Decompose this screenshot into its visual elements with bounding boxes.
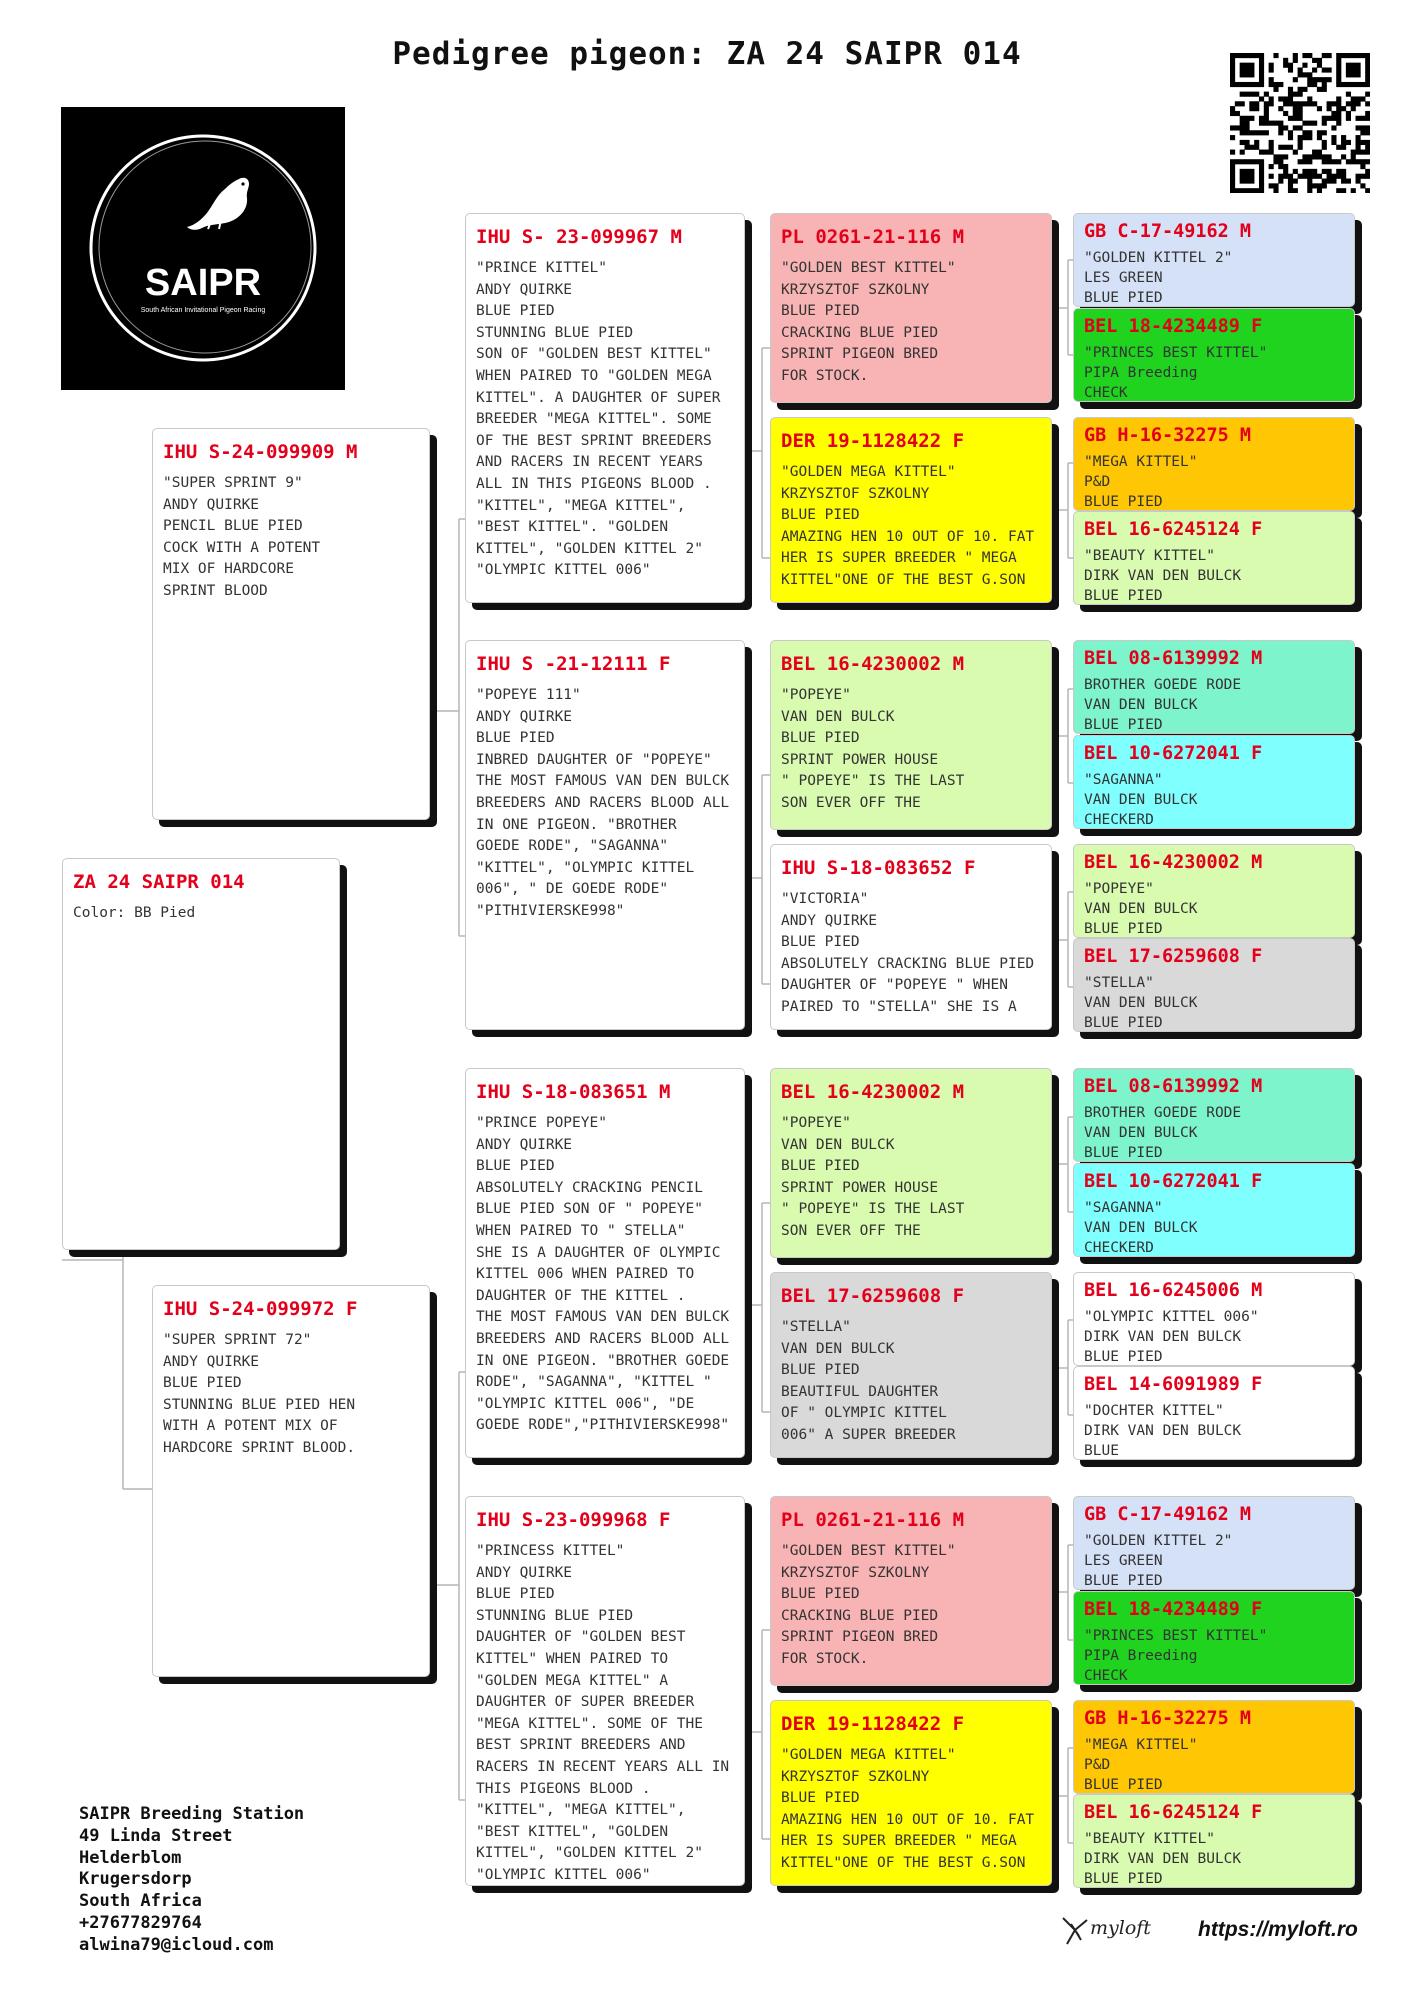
gggp-ring: BEL 10-6272041 F [1084,743,1263,764]
gggp-ring: BEL 16-6245124 F [1084,1802,1263,1823]
gggp-desc: "STELLA" VAN DEN BULCK BLUE PIED [1084,975,1198,1031]
great-grandparent-card[interactable] [770,844,1052,1030]
gggp-ring: GB H-16-32275 M [1084,425,1252,446]
grandparent-desc: "POPEYE 111" ANDY QUIRKE BLUE PIED INBRED DAUGHTER OF "POPEYE" THE MOST FAMOUS VAN DEN BULCK BREEDERS AND RACERS BLOOD ALL IN ONE PIGEON. "BROTHER GOEDE RODE", "SAGANNA" "KITTEL", "OLYMPIC KITTEL 006", " DE GOEDE RODE" "PITHIVIERSKE998" [476,687,730,919]
gggp-desc: "SAGANNA" VAN DEN BULCK CHECKERD [1084,1200,1198,1256]
ggp-ring: DER 19-1128422 F [781,430,965,452]
parent-card-sire[interactable] [152,428,430,820]
grandparent-desc: "PRINCE POPEYE" ANDY QUIRKE BLUE PIED ABSOLUTELY CRACKING PENCIL BLUE PIED SON OF " POPEYE" WHEN PAIRED TO " STELLA" SHE IS A DAUGHTER OF OLYMPIC KITTEL 006 WHEN PAIRED TO DAUGHTER OF THE KITTEL . THE MOST FAMOUS VAN DEN BULCK BREEDERS AND RACERS BLOOD ALL IN ONE PIGEON. "BROTHER GOEDE RODE", "SAGANNA", "KITTEL " "OLYMPIC KITTEL 006", "DE GOEDE RODE","PITHIVIERSKE998" [476,1115,730,1434]
gggp-card[interactable] [1073,844,1355,938]
breeder-street: 49 Linda Street [79,1825,233,1846]
grandparent-ring: IHU S- 23-099967 M [476,226,682,248]
gggp-desc: BROTHER GOEDE RODE VAN DEN BULCK BLUE PIED [1084,1105,1242,1161]
gggp-card[interactable] [1073,1366,1355,1460]
ggp-desc: "POPEYE" VAN DEN BULCK BLUE PIED SPRINT POWER HOUSE " POPEYE" IS THE LAST SON EVER OFF THE [781,687,965,811]
gggp-ring: GB C-17-49162 M [1084,1504,1252,1525]
grandparent-card[interactable] [465,640,745,1030]
gggp-card[interactable] [1073,735,1355,829]
gggp-card[interactable] [1073,1163,1355,1257]
breeder-city: Krugersdorp [79,1869,192,1890]
gggp-desc: "PRINCES BEST KITTEL" PIPA Breeding CHECK [1084,1628,1268,1684]
gggp-card[interactable] [1073,1272,1355,1366]
gggp-desc: "BEAUTY KITTEL" DIRK VAN DEN BULCK BLUE PIED [1084,548,1242,604]
great-grandparent-card[interactable] [770,1068,1052,1258]
breeder-address [79,1804,304,1957]
gggp-ring: BEL 14-6091989 F [1084,1374,1263,1395]
gggp-ring: BEL 10-6272041 F [1084,1171,1263,1192]
ggp-desc: "POPEYE" VAN DEN BULCK BLUE PIED SPRINT POWER HOUSE " POPEYE" IS THE LAST SON EVER OFF THE [781,1115,965,1239]
gggp-card[interactable] [1073,1794,1355,1888]
ggp-desc: "GOLDEN MEGA KITTEL" KRZYSZTOF SZKOLNY BLUE PIED AMAZING HEN 10 OUT OF 10. FAT HER IS SUPER BREEDER " MEGA KITTEL"ONE OF THE BEST G.SON [781,1747,1035,1871]
gggp-ring: BEL 18-4234489 F [1084,1599,1263,1620]
great-grandparent-card[interactable] [770,1272,1052,1458]
gggp-desc: "MEGA KITTEL" P&D BLUE PIED [1084,454,1198,510]
page-title: Pedigree pigeon: ZA 24 SAIPR 014 [392,36,1022,72]
ggp-desc: "VICTORIA" ANDY QUIRKE BLUE PIED ABSOLUTELY CRACKING BLUE PIED DAUGHTER OF "POPEYE " WHEN PAIRED TO "STELLA" SHE IS A [781,891,1035,1015]
gggp-ring: BEL 17-6259608 F [1084,946,1263,967]
gggp-ring: BEL 08-6139992 M [1084,1076,1263,1097]
grandparent-card[interactable] [465,1496,745,1886]
ggp-ring: BEL 16-4230002 M [781,1081,965,1103]
great-grandparent-card[interactable] [770,1496,1052,1686]
gggp-card[interactable] [1073,308,1355,402]
gggp-card[interactable] [1073,640,1355,734]
gggp-desc: "OLYMPIC KITTEL 006" DIRK VAN DEN BULCK BLUE PIED [1084,1309,1259,1365]
gggp-card[interactable] [1073,213,1355,307]
ggp-ring: BEL 16-4230002 M [781,653,965,675]
ggp-desc: "STELLA" VAN DEN BULCK BLUE PIED BEAUTIFUL DAUGHTER OF " OLYMPIC KITTEL 006" A SUPER BREEDER [781,1319,956,1443]
subject-ring: ZA 24 SAIPR 014 [73,871,245,893]
gggp-ring: GB C-17-49162 M [1084,221,1252,242]
gggp-card[interactable] [1073,511,1355,605]
grandparent-ring: IHU S-23-099968 F [476,1509,671,1531]
gggp-desc: "GOLDEN KITTEL 2" LES GREEN BLUE PIED [1084,250,1233,306]
grandparent-card[interactable] [465,1068,745,1458]
gggp-desc: "DOCHTER KITTEL" DIRK VAN DEN BULCK BLUE [1084,1403,1242,1459]
ggp-desc: "GOLDEN BEST KITTEL" KRZYSZTOF SZKOLNY BLUE PIED CRACKING BLUE PIED SPRINT PIGEON BRED FOR STOCK. [781,1543,956,1667]
gggp-desc: "SAGANNA" VAN DEN BULCK CHECKERD [1084,772,1198,828]
logo-text: SAIPR [144,262,262,304]
breeder-country: South Africa [79,1891,202,1912]
gggp-desc: "POPEYE" VAN DEN BULCK BLUE PIED [1084,881,1198,937]
ggp-desc: "GOLDEN MEGA KITTEL" KRZYSZTOF SZKOLNY BLUE PIED AMAZING HEN 10 OUT OF 10. FAT HER IS SUPER BREEDER " MEGA KITTEL"ONE OF THE BEST G.SON [781,464,1035,588]
breeder-phone: +27677829764 [79,1912,202,1933]
ggp-ring: PL 0261-21-116 M [781,1509,965,1531]
gggp-desc: "MEGA KITTEL" P&D BLUE PIED [1084,1737,1198,1793]
grandparent-card[interactable] [465,213,745,603]
gggp-desc: "BEAUTY KITTEL" DIRK VAN DEN BULCK BLUE PIED [1084,1831,1242,1887]
grandparent-desc: "PRINCE KITTEL" ANDY QUIRKE BLUE PIED STUNNING BLUE PIED SON OF "GOLDEN BEST KITTEL" WHEN PAIRED TO "GOLDEN MEGA KITTEL". A DAUGHTER OF SUPER BREEDER "MEGA KITTEL". SOME OF THE BEST SPRINT BREEDERS AND RACERS IN RECENT YEARS ALL IN THIS PIGEONS BLOOD . "KITTEL", "MEGA KITTEL", "BEST KITTEL". "GOLDEN KITTEL", "GOLDEN KITTEL 2" "OLYMPIC KITTEL 006" [476,260,721,579]
grandparent-desc: "PRINCESS KITTEL" ANDY QUIRKE BLUE PIED STUNNING BLUE PIED DAUGHTER OF "GOLDEN BEST KITTEL" WHEN PAIRED TO "GOLDEN MEGA KITTEL" A DAUGHTER OF SUPER BREEDER "MEGA KITTEL". SOME OF THE BEST SPRINT BREEDERS AND RACERS IN RECENT YEARS ALL IN THIS PIGEONS BLOOD . "KITTEL", "MEGA KITTEL", "BEST KITTEL", "GOLDEN KITTEL", "GOLDEN KITTEL 2" "OLYMPIC KITTEL 006" [476,1543,730,1883]
parent-ring: IHU S-24-099972 F [163,1298,358,1320]
myloft-brand: myloft [1090,1917,1151,1939]
gggp-card[interactable] [1073,1068,1355,1162]
gggp-ring: BEL 16-4230002 M [1084,852,1263,873]
great-grandparent-card[interactable] [770,640,1052,830]
gggp-card[interactable] [1073,938,1355,1032]
gggp-desc: "PRINCES BEST KITTEL" PIPA Breeding CHECK [1084,345,1268,401]
gggp-desc: BROTHER GOEDE RODE VAN DEN BULCK BLUE PIED [1084,677,1242,733]
gggp-ring: BEL 08-6139992 M [1084,648,1263,669]
logo-subtitle: South African Invitational Pigeon Racing [140,307,266,314]
breeder-area: Helderblom [79,1847,182,1868]
great-grandparent-card[interactable] [770,1700,1052,1886]
gggp-ring: BEL 16-6245124 F [1084,519,1263,540]
grandparent-ring: IHU S-18-083651 M [476,1081,671,1103]
subject-card[interactable] [62,858,340,1250]
gggp-ring: GB H-16-32275 M [1084,1708,1252,1729]
parent-desc: "SUPER SPRINT 72" ANDY QUIRKE BLUE PIED STUNNING BLUE PIED HEN WITH A POTENT MIX OF HARDCORE SPRINT BLOOD. [163,1332,356,1456]
gggp-desc: "GOLDEN KITTEL 2" LES GREEN BLUE PIED [1084,1533,1233,1589]
great-grandparent-card[interactable] [770,213,1052,403]
great-grandparent-card[interactable] [770,417,1052,603]
ggp-ring: PL 0261-21-116 M [781,226,965,248]
gggp-card[interactable] [1073,1591,1355,1685]
parent-desc: "SUPER SPRINT 9" ANDY QUIRKE PENCIL BLUE PIED COCK WITH A POTENT MIX OF HARDCORE SPRINT BLOOD [163,475,321,599]
gggp-card[interactable] [1073,1700,1355,1794]
breeder-email[interactable]: alwina79@icloud.com [79,1934,274,1955]
ggp-ring: BEL 17-6259608 F [781,1285,965,1307]
subject-desc: Color: BB Pied [73,905,196,921]
gggp-card[interactable] [1073,1496,1355,1590]
gggp-card[interactable] [1073,417,1355,511]
ggp-ring: DER 19-1128422 F [781,1713,965,1735]
grandparent-ring: IHU S -21-12111 F [476,653,671,675]
parent-card-dam[interactable] [152,1285,430,1677]
myloft-url-link[interactable]: https://myloft.ro [1198,1918,1358,1941]
ggp-desc: "GOLDEN BEST KITTEL" KRZYSZTOF SZKOLNY BLUE PIED CRACKING BLUE PIED SPRINT PIGEON BRED FOR STOCK. [781,260,956,384]
gggp-ring: BEL 18-4234489 F [1084,316,1263,337]
breeder-name: SAIPR Breeding Station [79,1804,305,1824]
parent-ring: IHU S-24-099909 M [163,441,358,463]
gggp-ring: BEL 16-6245006 M [1084,1280,1263,1301]
ggp-ring: IHU S-18-083652 F [781,857,976,879]
